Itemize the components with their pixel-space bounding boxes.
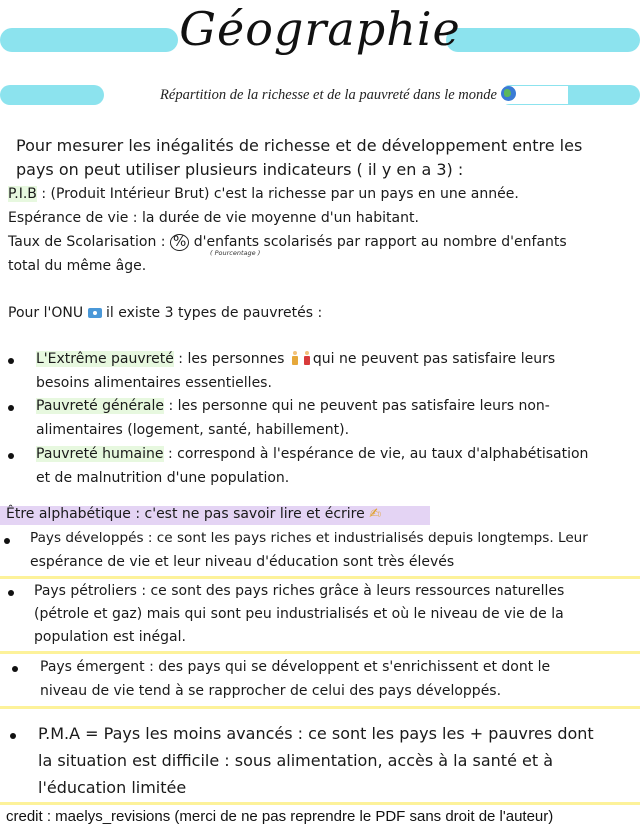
bullet-icon: [10, 733, 16, 739]
indicator-esperance: Espérance de vie : la durée de vie moyenne d'un habitant.: [8, 210, 419, 226]
intro-line-2: pays on peut utiliser plusieurs indicateurs ( il y en a 3) :: [16, 160, 464, 179]
page-title: Géographie: [179, 2, 461, 56]
poverty-item-generale: [36, 398, 550, 414]
poverty-definition-cont: qui ne peuvent pas satisfaire leurs: [312, 351, 556, 367]
poverty-definition: : correspond à l'espérance de vie, au taux d'alphabétisation: [163, 446, 589, 462]
country-developpes-line-2: espérance de vie et leur niveau d'éducation sont très élevés: [30, 554, 455, 570]
country-petroliers-line-2: (pétrole et gaz) mais qui sont peu industrialisés et où le niveau de vie de la: [34, 606, 564, 622]
bullet-icon: [4, 538, 10, 544]
bullet-icon: [8, 453, 14, 459]
poverty-item-extreme: [36, 351, 555, 367]
country-petroliers-line-1: Pays pétroliers : ce sont des pays riches grâce à leurs ressources naturelles: [34, 583, 565, 599]
intro-line-1: Pour mesurer les inégalités de richesse et de développement entre les: [16, 136, 583, 155]
un-flag-icon: [88, 308, 102, 318]
poverty-term: Pauvreté générale: [36, 398, 164, 414]
country-petroliers-line-3: population est inégal.: [34, 629, 186, 645]
alphabetique-line: [6, 506, 381, 522]
pib-definition: : (Produit Intérieur Brut) c'est la richesse par un pays en une année.: [36, 186, 519, 202]
country-pma-line-3: l'éducation limitée: [38, 778, 187, 797]
onu-suffix: il existe 3 types de pauvretés :: [101, 305, 323, 321]
person-icon: [304, 351, 310, 365]
divider: [0, 706, 640, 709]
taux-definition: d'enfants scolarisés par rapport au nombre d'enfants: [189, 234, 567, 250]
credit-text: credit : maelys_revisions (merci de ne pas reprendre le PDF sans droit de l'auteur): [6, 808, 554, 825]
onu-line: [8, 305, 322, 321]
percent-annotation: ( Pourcentage ): [210, 249, 261, 257]
poverty-item-humaine-line-2: et de malnutrition d'une population.: [36, 470, 290, 486]
alphabetique-text: Être alphabétique : c'est ne pas savoir lire et écrire: [6, 506, 365, 522]
country-emergent-line-2: niveau de vie tend à se rapprocher de celui des pays développés.: [40, 683, 502, 699]
divider: [0, 576, 640, 579]
subtitle-text: Répartition de la richesse et de la pauvreté dans le monde: [160, 87, 497, 103]
country-pma-line-2: la situation est difficile : sous alimentation, accès à la santé et à: [38, 751, 554, 770]
percent-circle: %: [170, 234, 189, 251]
writing-hand-icon: ✍: [369, 506, 381, 522]
country-emergent-line-1: Pays émergent : des pays qui se développent et s'enrichissent et dont le: [40, 659, 551, 675]
subtitle-bar-left: [0, 85, 104, 105]
indicator-pib: [8, 186, 519, 202]
divider: [0, 802, 640, 805]
country-pma-line-1: P.M.A = Pays les moins avancés : ce sont les pays les + pauvres dont: [38, 724, 594, 743]
divider: [0, 651, 640, 654]
poverty-item-humaine: [36, 446, 588, 462]
poverty-term: Pauvreté humaine: [36, 446, 164, 462]
bullet-icon: [8, 405, 14, 411]
taux-prefix: Taux de Scolarisation :: [8, 234, 170, 250]
poverty-item-generale-line-2: alimentaires (logement, santé, habillement).: [36, 422, 350, 438]
bullet-icon: [8, 358, 14, 364]
bullet-icon: [8, 590, 14, 596]
indicator-taux-line-2: total du même âge.: [8, 258, 147, 274]
bullet-icon: [12, 666, 18, 672]
poverty-item-extreme-line-2: besoins alimentaires essentielles.: [36, 375, 272, 391]
poverty-definition: : les personnes: [173, 351, 285, 367]
pib-term: P.I.B: [8, 186, 37, 202]
page-subtitle: [108, 86, 568, 104]
country-developpes-line-1: Pays développés : ce sont les pays riches et industrialisés depuis longtemps. Leur: [30, 530, 588, 546]
poverty-definition: : les personne qui ne peuvent pas satisfaire leurs non-: [164, 398, 550, 414]
globe-icon: [501, 86, 516, 101]
poverty-term: L'Extrême pauvreté: [36, 351, 174, 367]
onu-prefix: Pour l'ONU: [8, 305, 84, 321]
indicator-taux: [8, 234, 567, 251]
person-icon: [292, 351, 298, 365]
